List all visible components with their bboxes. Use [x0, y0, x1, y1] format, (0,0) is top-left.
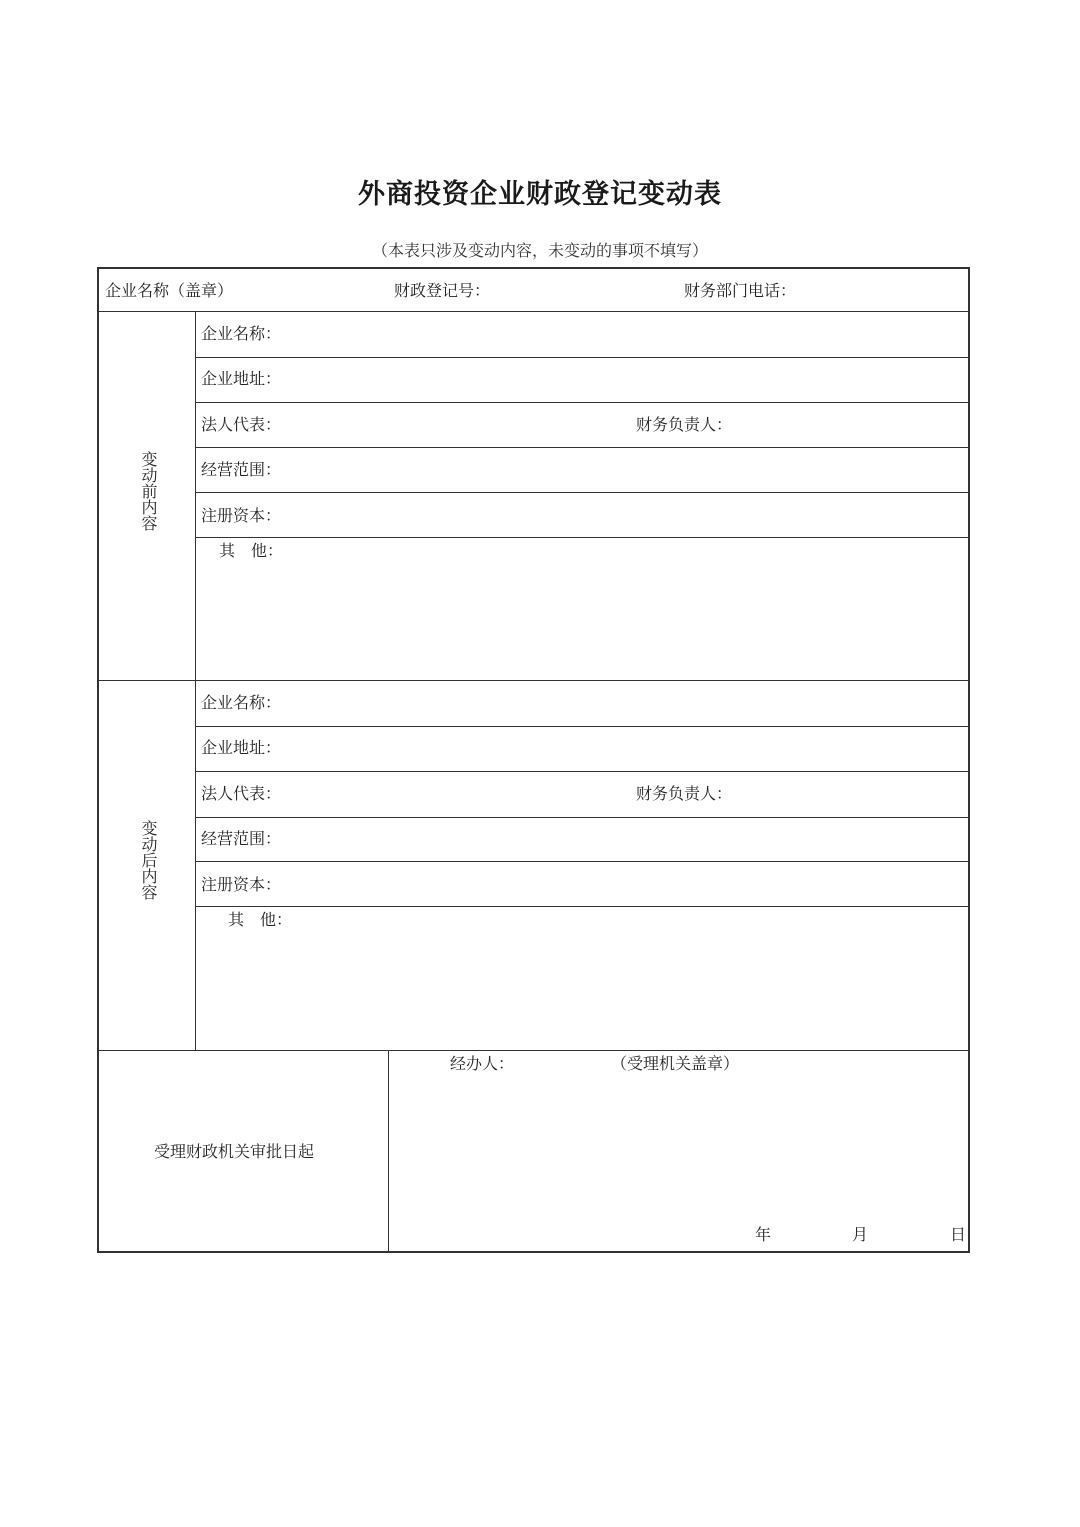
- row-divider: [195, 861, 970, 862]
- row-divider: [195, 447, 970, 448]
- section-divider: [99, 680, 970, 681]
- company-name-seal-label: 企业名称（盖章）: [105, 281, 234, 300]
- row-divider: [99, 311, 970, 312]
- row-divider: [195, 726, 970, 727]
- before-company-name-label: 企业名称：: [201, 324, 282, 343]
- before-registered-capital-label: 注册资本：: [201, 506, 282, 525]
- row-divider: [195, 492, 970, 493]
- before-finance-head-label: 财务负责人：: [636, 415, 733, 434]
- finance-phone-label: 财务部门电话：: [684, 281, 797, 300]
- document-subtitle: （本表只涉及变动内容，未变动的事项不填写）: [371, 241, 708, 260]
- before-other-label: 其 他：: [219, 541, 284, 560]
- before-company-address-label: 企业地址：: [201, 369, 282, 388]
- after-other-label: 其 他：: [228, 910, 293, 929]
- document-title: 外商投资企业财政登记变动表: [358, 179, 722, 210]
- after-registered-capital-label: 注册资本：: [201, 875, 282, 894]
- row-divider: [195, 771, 970, 772]
- after-business-scope-label: 经营范围：: [201, 829, 282, 848]
- handler-label: 经办人：: [450, 1054, 515, 1073]
- before-section-label: 变动前内容: [139, 451, 158, 531]
- date-year-label: 年: [755, 1225, 772, 1244]
- approval-divider: [388, 1050, 389, 1253]
- approval-label: 受理财政机关审批日起: [154, 1142, 315, 1161]
- after-finance-head-label: 财务负责人：: [636, 784, 733, 803]
- row-divider: [195, 402, 970, 403]
- before-business-scope-label: 经营范围：: [201, 460, 282, 479]
- after-company-address-label: 企业地址：: [201, 738, 282, 757]
- row-divider: [195, 817, 970, 818]
- after-company-name-label: 企业名称：: [201, 693, 282, 712]
- date-month-label: 月: [852, 1225, 869, 1244]
- after-legal-rep-label: 法人代表：: [201, 784, 282, 803]
- section-divider: [99, 1050, 970, 1051]
- row-divider: [195, 357, 970, 358]
- row-divider: [195, 537, 970, 538]
- registration-number-label: 财政登记号：: [394, 281, 491, 300]
- registration-change-form: [97, 267, 970, 1253]
- date-day-label: 日: [950, 1225, 967, 1244]
- agency-seal-label: （受理机关盖章）: [611, 1054, 740, 1073]
- row-divider: [195, 906, 970, 907]
- after-section-label: 变动后内容: [139, 820, 158, 900]
- before-legal-rep-label: 法人代表：: [201, 415, 282, 434]
